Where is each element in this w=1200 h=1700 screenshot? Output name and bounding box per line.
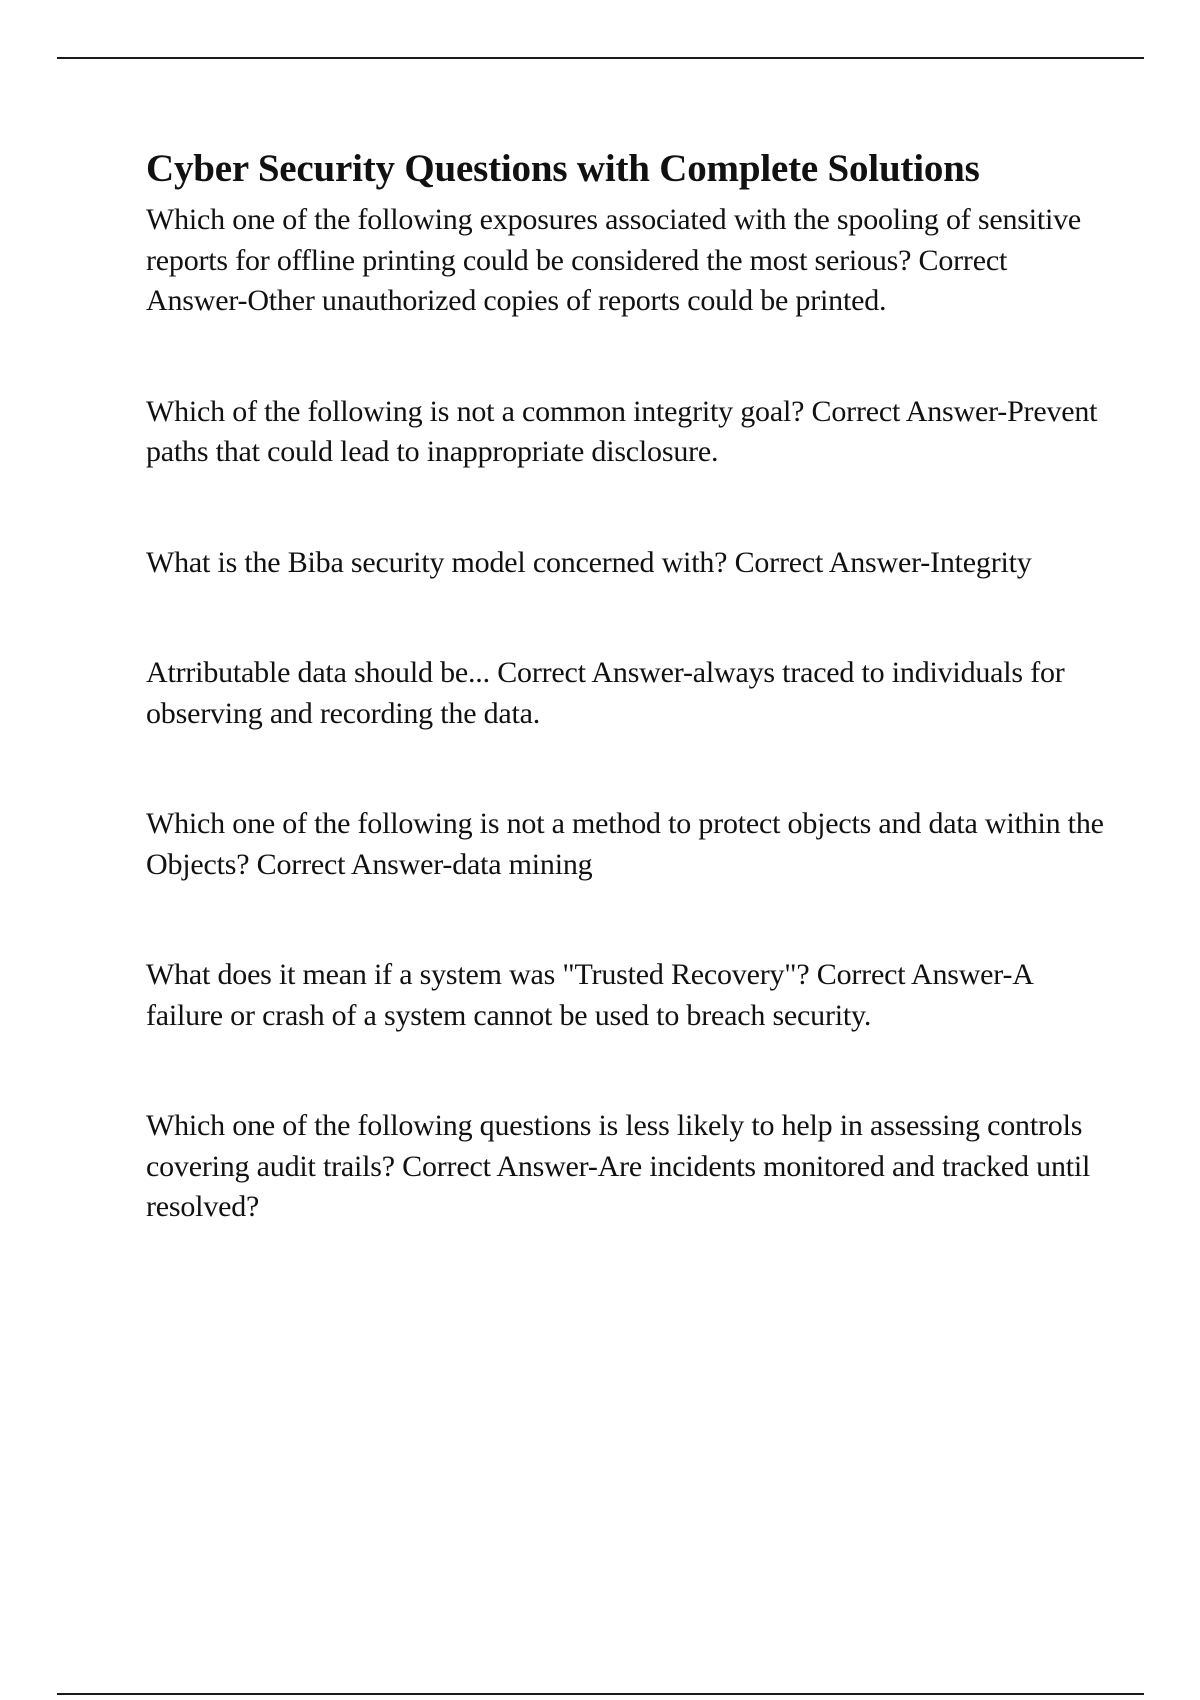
question-text: What is the Biba security model concerned with?	[146, 545, 728, 579]
qa-item	[146, 392, 1106, 473]
answer-label: Correct Answer-	[497, 656, 693, 689]
answer-label: Correct Answer-	[146, 243, 1008, 317]
question-text: Which of the following is not a common integrity goal?	[146, 394, 805, 428]
qa-item	[146, 200, 1106, 322]
qa-item	[146, 653, 1106, 734]
answer-label: Correct Answer-	[402, 1149, 598, 1183]
answer-text: data mining	[452, 847, 593, 881]
answer-text: always traced to individuals for observing and recording the data.	[146, 656, 1065, 730]
qa-list	[146, 200, 1106, 1228]
answer-text: Other unauthorized copies of reports could be printed.	[247, 284, 887, 317]
answer-text: A failure or crash of a system cannot be used to breach security.	[146, 958, 1033, 1032]
answer-label: Correct Answer-	[734, 545, 931, 579]
qa-item	[146, 543, 1106, 584]
question-text: Which one of the following exposures associated with the spooling of sensitive reports for offline printing could be considered the most serious?	[146, 203, 1082, 277]
qa-item	[146, 1106, 1106, 1228]
answer-label: Correct Answer-	[811, 394, 1008, 428]
document-title: Cyber Security Questions with Complete Solutions	[146, 147, 980, 190]
answer-text: Integrity	[930, 545, 1032, 579]
answer-label: Correct Answer-	[816, 958, 1013, 991]
answer-label: Correct Answer-	[256, 847, 453, 881]
document-body	[146, 142, 1106, 1228]
qa-item	[146, 955, 1106, 1036]
qa-item	[146, 804, 1106, 885]
question-text: Which one of the following questions is less likely to help in assessing controls covering audit trails?	[146, 1109, 1083, 1183]
footer-rule	[57, 1693, 1144, 1695]
header-rule	[57, 57, 1144, 59]
question-text: Which one of the following is not a method to protect objects and data within the Objects?	[146, 807, 1104, 881]
question-text: Atrributable data should be...	[146, 656, 490, 689]
question-text: What does it mean if a system was "Trusted Recovery"?	[146, 958, 810, 991]
answer-text: Are incidents monitored and tracked until resolved?	[146, 1149, 1091, 1223]
answer-text: Prevent paths that could lead to inappropriate disclosure.	[146, 394, 1098, 468]
